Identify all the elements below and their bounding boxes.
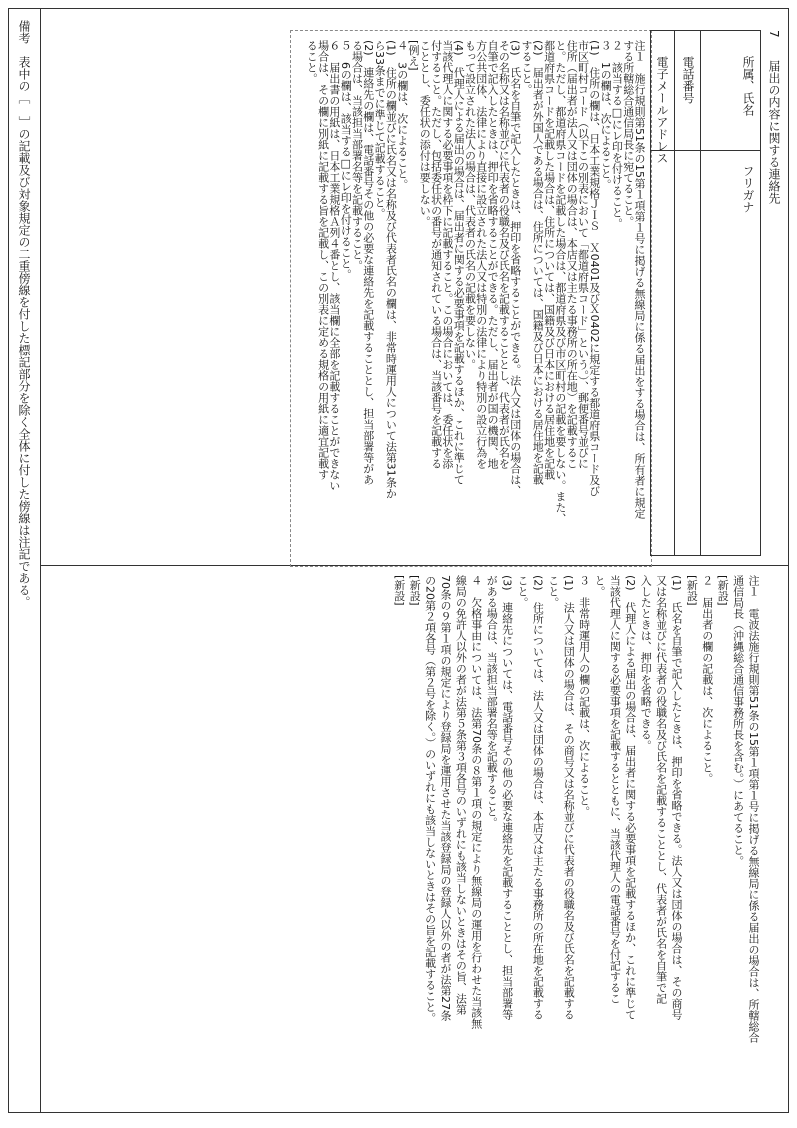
- left-note-line: (4) 代理人による届出の場合は、届出者に関する必要事項を記載するほか、これに準じて: [452, 40, 466, 485]
- right-note-line: (1) 法人又は団体の場合は、その商号又は名称並びに代表者の役職名及び氏名を記載する: [562, 575, 576, 1020]
- left-note-line: こととし、委任状の添付は要しない。: [418, 40, 432, 227]
- right-note-line: (1) 氏名を自筆で記入したときは、押印を省略できる。法人又は団体の場合は、その商号: [670, 575, 683, 1020]
- remark-column-divider: [40, 8, 41, 1113]
- left-note-line: 付すること。ただし、包括委任状の番号が通知されている場合は、当該番号を記載する: [429, 40, 443, 469]
- right-note-line: の20第２項各号（第２号を除く。）のいずれにも該当しないときはその旨を記載すること。: [423, 575, 437, 1024]
- left-note-line: (2) 届出者が外国人である場合は、住所については、国籍及び日本における居住地を記載: [531, 40, 545, 485]
- left-note-line: もって設立された法人の場合は、代表者の氏名の記載を要しない。: [463, 40, 477, 370]
- right-note-line: (2) 住所については、法人又は団体の場合は、本店又は主たる事務所の所在地を記載する: [531, 575, 545, 1020]
- phone-label: 電話番号: [681, 56, 695, 104]
- table-bottom-rule: [650, 555, 760, 556]
- section-title: 届出の内容に関する連絡先: [767, 60, 781, 204]
- table-top-rule: [650, 30, 760, 31]
- right-note-line: 当該代理人に関する必要事項を記載するとともに、当該代理人の電話番号を付記するこ: [608, 575, 622, 1004]
- section-number: 7: [767, 30, 781, 38]
- right-note-line: ４ 欠格事由については、法第70条の８第１項の規定により無線局の運用を行わせた当該無: [469, 575, 483, 1029]
- right-note-line: [新設]: [716, 575, 730, 606]
- table-col-rule-4: [650, 30, 651, 556]
- left-note-line: ３ 1の欄は、次によること。: [599, 40, 613, 190]
- left-note-line: (2) 連絡先の欄は、電話番号その他の必要な連絡先を記載することとし、担当部署等があ: [361, 40, 375, 485]
- right-note-line: 通信局長（沖縄総合通信事務所長を含む。）にあてること。: [731, 575, 745, 867]
- right-note-line: と。: [593, 575, 606, 597]
- right-note-line: [新設]: [685, 575, 699, 606]
- bottom-remark: 備考 表中の［ ］の記載及び対象規定の二重傍線を付した標記部分を除く全体に付した傍線は注記である。: [17, 20, 31, 608]
- outer-right-rule: [788, 8, 789, 1113]
- outer-left-rule: [8, 8, 9, 1113]
- left-note-line: 当該代理人に関する必要事項を枠下に記載すること。この場合においては、委任状を添: [440, 40, 454, 469]
- right-note-line: (2) 代理人による届出の場合は、届出者に関する必要事項を記載するほか、これに準じて: [623, 575, 637, 1020]
- left-note-line: する所轄総合通信局長に宛てること。: [621, 40, 635, 227]
- right-note-line: 入したときは、押印を省略できる。: [639, 575, 653, 751]
- table-col-rule-2: [700, 30, 701, 556]
- left-note-line: (1) 住所の欄並びに氏名又は名称及び代表者氏名の欄は、非常時運用人について法第31条か: [384, 40, 398, 499]
- right-note-line: ３ 非常時運用人の欄の記載は、次によること。: [577, 575, 591, 817]
- left-note-line: 自筆で記入したときは、押印を省略することができる。ただし、届出者が国の機関、地: [486, 40, 500, 469]
- left-note-line: ４ 3の欄は、次によること。: [395, 40, 409, 190]
- left-note-line: ること。: [305, 40, 319, 84]
- right-note-line: 注１ 電波法施行規則第51条の15第１項第１号に掲げる無線局に係る届出の場合は、所轄総合: [747, 575, 760, 1043]
- left-note-line: 都道府県コードを記載した場合は、住所については、国籍及び日本における居住地を記載: [542, 40, 556, 480]
- right-note-line: ２ 届出者の欄の記載は、次によること。: [700, 575, 714, 784]
- right-note-line: 70条の９第１項の規定により登録局を運用させた当該登録局の登録人以外の者が法第27条: [439, 575, 452, 1021]
- affiliation-name-label: 所属、氏名: [741, 56, 755, 116]
- left-note-line: る場合は、当該担当部署名等を記載すること。: [350, 40, 364, 271]
- table-col-rule-1: [760, 30, 761, 556]
- email-label: 電子メールアドレス: [655, 56, 669, 164]
- left-note-line: (1) 住所の欄は、日本工業規格ＪＩＳ Ｘ0401及びＸ0402に規定する都道府県コード及び: [587, 40, 601, 497]
- right-note-line: [新設]: [392, 575, 406, 606]
- left-note-line: 市区町村コード（以下この別表において「都道府県コード」という。）、郵便番号並びに: [576, 40, 590, 469]
- left-note-line: (3) 氏名を自筆で記入したときは、押印を省略することができる。法人又は団体の場合は、: [508, 40, 522, 496]
- right-note-line: (3) 連絡先については、電話番号その他の必要な連絡先を記載することとし、担当部署等: [500, 575, 514, 1020]
- right-note-line: 線局の免許人以外の者が法第５条第３項各号のいずれにも該当しないときはその旨、法第: [454, 575, 468, 1015]
- left-note-line: その名称又は名称並びに代表者の役職名及び氏名を記載することとし、代表者が氏名を: [497, 40, 511, 469]
- left-note-line: 注１ 施行規則第51条の15第１項第１号に掲げる無線局に係る届出をする場合は、所有者に規定: [633, 40, 646, 519]
- right-note-line: こと。: [546, 575, 560, 608]
- left-note-line: ２ 該当する□にレ印を付けること。: [610, 40, 624, 229]
- left-note-line: ら33条までに準じて記載すること。: [373, 40, 387, 219]
- right-note-line: がある場合は、当該担当部署名等を記載すること。: [485, 575, 499, 828]
- right-note-line: 又は名称並びに代表者の役職名及び氏名を記載することとし、代表者が氏名を自筆で記: [654, 575, 668, 1004]
- outer-top-rule: [8, 8, 789, 9]
- left-note-line: ６ 届出書の用紙は、日本工業規格Ａ列４番とし、該当欄に全部を記載することができない: [327, 40, 341, 491]
- left-note-line: ５ 6の欄は、該当する□にレ印を付けること。: [339, 40, 353, 280]
- left-note-line: 場合は、その欄に別紙に記載する旨を記載し、この別表に定める規格の用紙に適宜記載す: [316, 40, 330, 480]
- left-note-line: 方公共団体、法律により直接に設立された法人又は特別の法律により特別の設立行為を: [474, 40, 488, 469]
- table-col-rule-3: [674, 30, 675, 556]
- left-note-line: と。ただし、都道府県コードを記載した場合は、都道府県及び市区町村の記載を要しない。また、: [553, 40, 567, 524]
- left-note-line: 住所（届出者が法人又は団体の場合は、本店又は主たる事務所の所在地）を記載するこ: [565, 40, 579, 469]
- furigana-label: フリガナ: [741, 165, 755, 213]
- right-note-line: [新設]: [408, 575, 422, 606]
- left-note-line: すること。: [520, 40, 533, 95]
- right-note-line: こと。: [516, 575, 529, 608]
- outer-bottom-rule: [8, 1112, 789, 1113]
- left-note-line: [例え]: [407, 40, 420, 71]
